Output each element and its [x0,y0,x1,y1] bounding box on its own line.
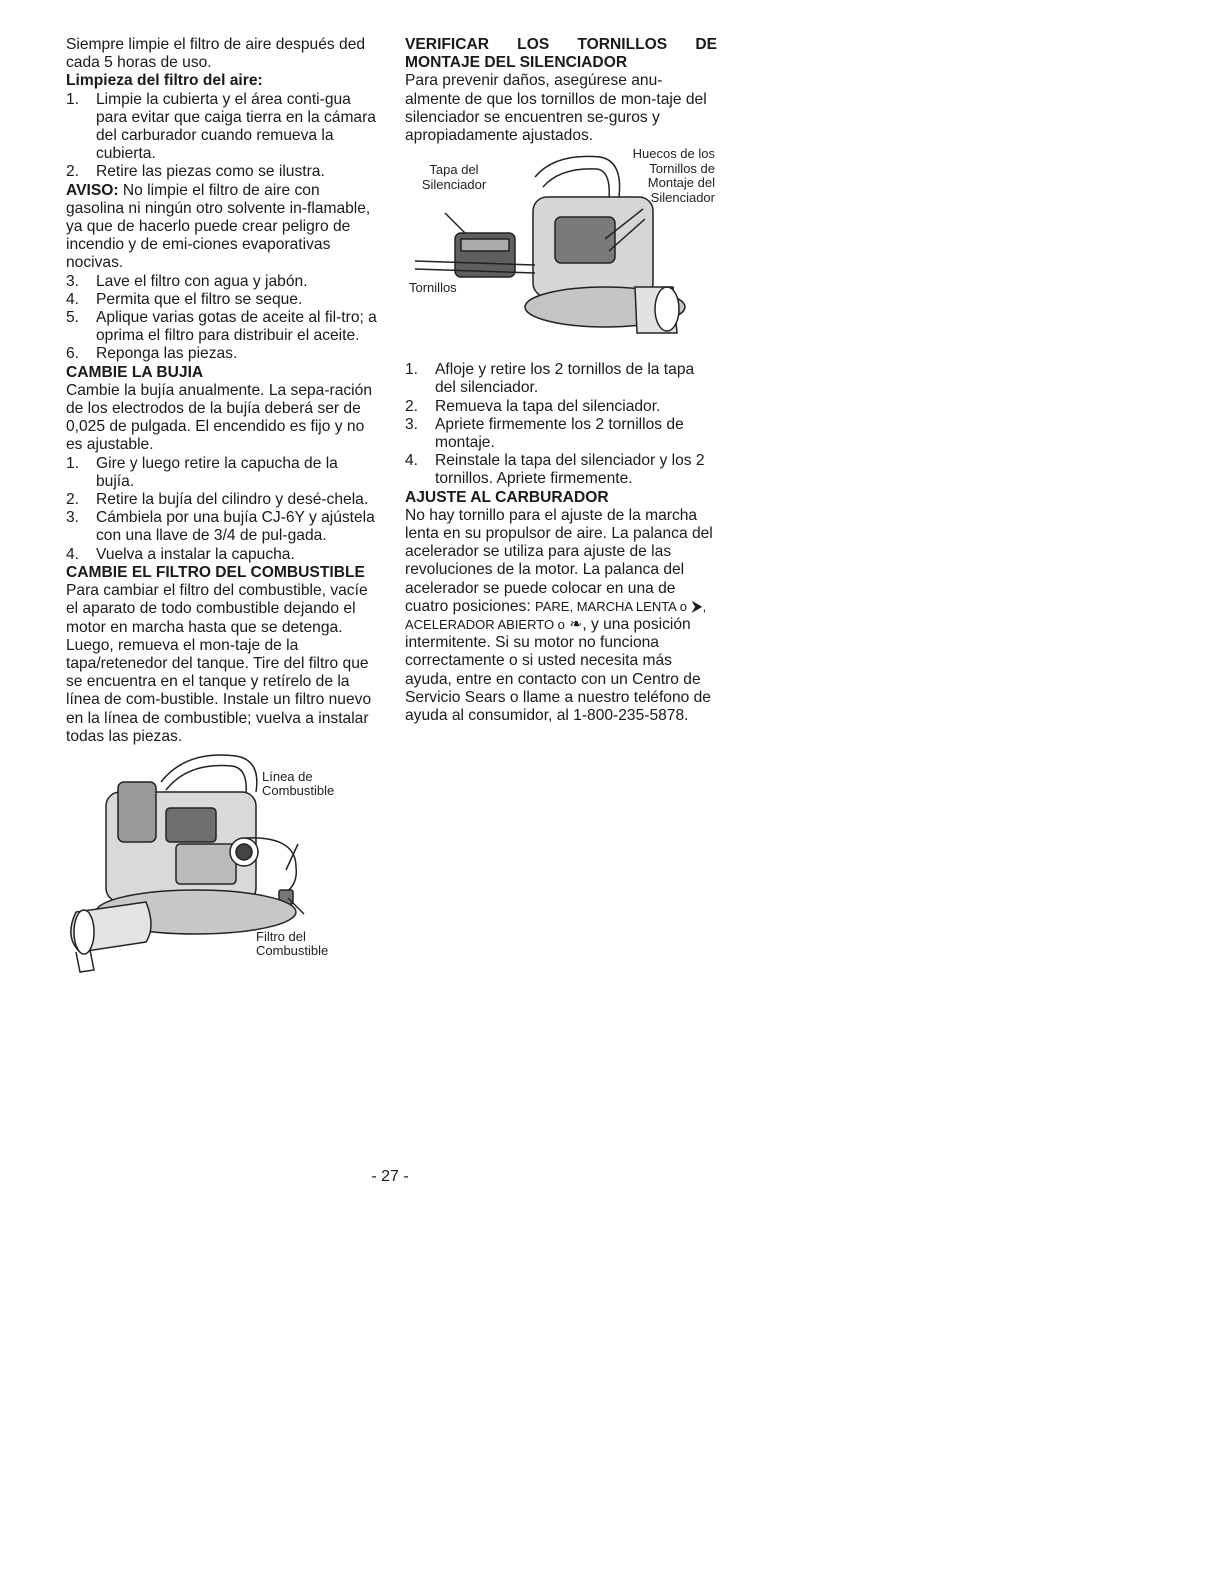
page-number: - 27 - [371,1168,409,1185]
muffler-cover-label: Tapa del Silenciador [421,162,487,192]
rabbit-icon: ❧ [569,616,583,634]
spark-plug-steps [66,455,378,564]
air-filter-steps [66,91,378,182]
fuel-filter-text: Para cambiar el filtro del combustible, vacíe el aparato de todo combustible dejando el motor en marcha hasta que se detenga. Luego, remueva el mon-taje de la tapa/retenedor del tanque. Tire del filtro que se encuentra en el tanque y retírelo de la línea de com-bustible. Instale un filtro nuevo en la línea de combustible; vuelva a instalar todas las piezas. [66,582,372,745]
turtle-icon: ⮞ [691,597,703,615]
list-item: 1. Limpie la cubierta y el área conti-gua para evitar que caiga tierra en la cámara del carburador cuando remueva la cubierta. [66,90,376,163]
muffler-figure [405,147,717,355]
list-item: 6. Reponga las piezas. [66,345,238,363]
list-item: 2. Retire las piezas como se ilustra. [66,163,325,181]
fuel-filter-heading: CAMBIE EL FILTRO DEL COMBUSTIBLE [66,563,365,581]
muffler-steps [405,361,717,488]
aviso-label: AVISO: [66,181,119,199]
air-filter-heading: Limpieza del filtro del aire: [66,72,263,90]
fuel-line-label: Línea de Combustible [262,768,335,799]
screws-label: Tornillos [409,280,457,296]
right-column [405,36,717,725]
list-item: 5. Aplique varias gotas de aceite al fil-tro; a oprima el filtro para distribuir el aceite. [66,309,377,345]
spark-plug-heading: CAMBIE LA BUJIA [66,363,204,381]
list-item: 2. Remueva la tapa del silenciador. [405,397,661,415]
fuel-filter-figure [66,752,378,974]
list-item: 4. Permita que el filtro se seque. [66,290,303,308]
list-item: 4. Reinstale la tapa del silenciador y los 2 tornillos. Apriete firmemente. [405,452,705,488]
list-item: 2. Retire la bujía del cilindro y desé-chela. [66,491,369,509]
list-item: 4. Vuelva a instalar la capucha. [66,545,295,563]
screw-holes-label: Huecos de los Tornillos de Montaje del Silenciador [632,146,715,205]
intro-text: Siempre limpie el filtro de aire después ded cada 5 horas de uso. [66,36,366,72]
list-item: 1. Afloje y retire los 2 tornillos de la tapa del silenciador. [405,361,695,397]
muffler-text: Para prevenir daños, asegúrese anu-almente de que los tornillos de mon-taje del silenciador se encuentren se-guros y apropiadamente ajustados. [405,72,707,145]
fuel-filter-label: Filtro del Combustible [256,928,329,959]
carburetor-heading: AJUSTE AL CARBURADOR [405,488,609,506]
aviso-paragraph: AVISO: No limpie el filtro de aire con gasolina ni ningún otro solvente in-flamable, ya que de hacerlo puede crear peligro de incendio y de emi-ciones evaporativas nocivas. [66,181,371,272]
spark-plug-text: Cambie la bujía anualmente. La sepa-ración de los electrodos de la bujía deberá ser de 0,025 de pulgada. El encendido es fijo y no es ajustable. [66,381,372,454]
air-filter-steps-2 [66,273,378,364]
list-item: 3. Lave el filtro con agua y jabón. [66,272,308,290]
carburetor-text: No hay tornillo para el ajuste de la marcha lenta en su propulsor de aire. La palanca del acelerador se utiliza para ajuste de las revoluciones de la motor. La palanca del acelerador se puede colocar en una de cuatro posiciones: PARE, MARCHA LENTA o ⮞, ACELERADOR ABIERTO o ❧, y una posición intermitente. Si su motor no funciona correctamente o si usted necesita más ayuda, entre en contacto con un Centro de Servicio Sears o llame a nuestro teléfono de ayuda al consumidor, al 1-800-235-5878. [405,506,713,725]
list-item: 1. Gire y luego retire la capucha de la bujía. [66,454,338,490]
list-item: 3. Cámbiela por una bujía CJ-6Y y ajústela con una llave de 3/4 de pul-gada. [66,509,375,545]
list-item: 3. Apriete firmemente los 2 tornillos de montaje. [405,415,684,452]
muffler-heading: VERIFICAR LOS TORNILLOS DE MONTAJE DEL SILENCIADOR [405,36,717,72]
left-column [66,36,378,974]
